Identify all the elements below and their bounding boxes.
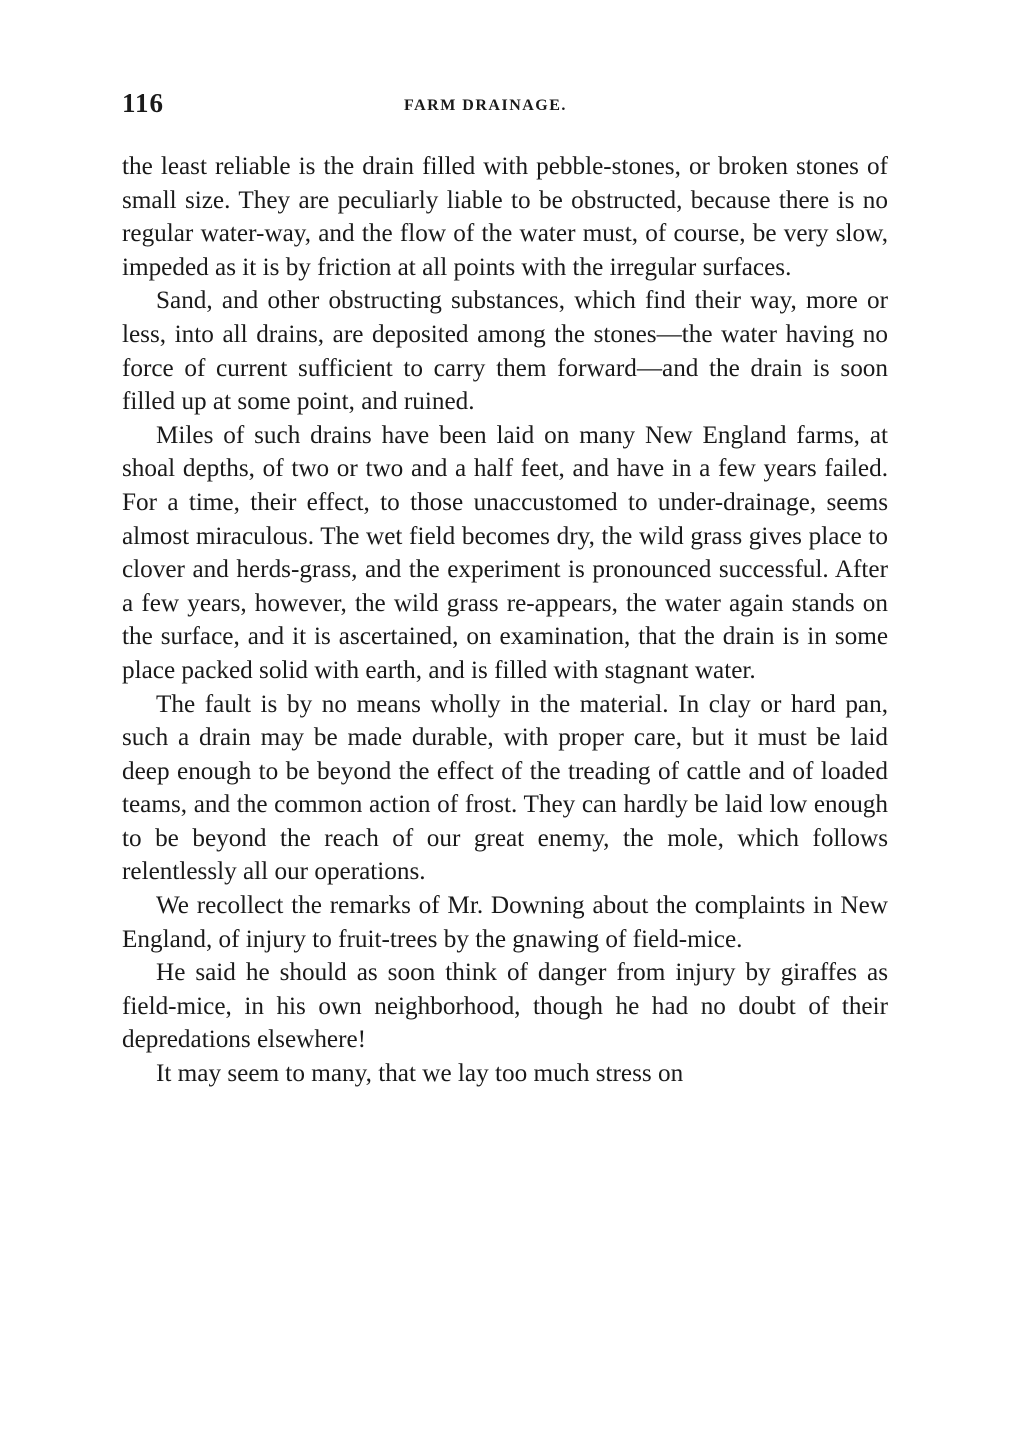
page-number: 116 — [122, 88, 165, 118]
page-header — [122, 88, 890, 128]
paragraph-sand: Sand, and other obstructing substances, which find their way, more or less, into all drains, are deposited among the stones—the water having no force of current sufficient to carry them forward—and the drain is soon filled up at some point, and ruined. — [122, 287, 888, 416]
paragraph-continued: the least reliable is the drain filled with pebble-stones, or broken stones of small size. They are peculiarly liable to be obstructed, because there is no regular water-way, and the flow of the water must, of course, be very slow, impeded as it is by friction at all points with the irregular surfaces. — [122, 153, 888, 281]
paragraph-giraffes: He said he should as soon think of danger from injury by giraffes as field-mice, in his own neighborhood, though he had no doubt of their depredations elsewhere! — [122, 959, 888, 1054]
paragraph-stress: It may seem to many, that we lay too much stress on — [156, 1060, 684, 1088]
running-title: FARM DRAINAGE. — [404, 97, 567, 114]
body-text — [122, 150, 888, 1091]
paragraph-fault: The fault is by no means wholly in the material. In clay or hard pan, such a drain may be made durable, with proper care, but it must be laid deep enough to be beyond the effect of the treading of cattle and of loaded teams, and the common action of frost. They can hardly be laid low enough to be beyond the reach of our great enemy, the mole, which follows relentlessly all our operations. — [122, 690, 888, 886]
paragraph-downing: We recollect the remarks of Mr. Downing about the complaints in New England, of injury to fruit-trees by the gnawing of field-mice. — [122, 892, 888, 953]
paragraph-miles-of-drains: Miles of such drains have been laid on many New England farms, at shoal depths, of two or two and a half feet, and have in a few years failed. For a time, their effect, to those unaccustomed to under-drainage, seems almost miraculous. The wet field becomes dry, the wild grass gives place to clover and herds-grass, and the experiment is pronounced successful. After a few years, however, the wild grass re-appears, the water again stands on the surface, and it is ascertained, on examination, that the drain is in some place packed solid with earth, and is filled with stagnant water. — [122, 421, 888, 684]
